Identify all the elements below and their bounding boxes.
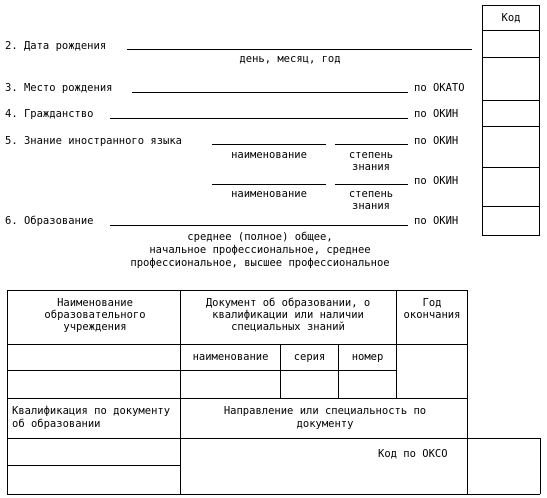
birth-date-hint: день, месяц, год — [239, 53, 341, 65]
citizenship-label: 4. Гражданство — [5, 108, 94, 120]
qualification-header: Квалификация по документу об образовании — [12, 405, 171, 430]
speciality-header: Направление или специальность по документу — [223, 405, 427, 430]
foreign-language-label: 5. Знание иностранного языка — [5, 135, 183, 147]
birth-place-label: 3. Место рождения — [5, 82, 113, 94]
institution-cell[interactable] — [8, 371, 179, 397]
education-hint-line1: среднее (полное) общее, — [187, 231, 333, 243]
okso-label: Код по ОКСО — [378, 448, 448, 460]
okso-code-cell[interactable] — [468, 439, 539, 493]
table-border — [467, 290, 468, 438]
col-document-header: Документ об образовании, о квалификации или наличии специальных знаний — [205, 297, 371, 333]
language-name-hint-1: наименование — [231, 149, 307, 161]
graduation-year-cell[interactable] — [397, 345, 466, 397]
document-number-cell[interactable] — [339, 371, 395, 397]
language-classifier-1: по ОКИН — [414, 135, 459, 147]
sub-number-header: номер — [351, 351, 384, 363]
education-label: 6. Образование — [5, 215, 94, 227]
table-border — [7, 398, 467, 399]
sub-series-header: серия — [293, 351, 326, 363]
sub-name-header: наименование — [192, 351, 269, 363]
language-classifier-2: по ОКИН — [414, 175, 459, 187]
language-degree-hint-2: степень знания — [348, 188, 394, 212]
birth-place-classifier: по ОКАТО — [414, 82, 465, 94]
speciality-cell[interactable] — [181, 460, 466, 493]
code-header: Код — [501, 12, 521, 24]
education-hint-line2: начальное профессиональное, среднее — [149, 244, 371, 256]
citizenship-classifier: по ОКИН — [414, 108, 459, 120]
qualification-cell-2[interactable] — [8, 466, 179, 493]
col-year-header: Год окончания — [403, 297, 461, 321]
table-border — [540, 438, 541, 494]
qualification-cell-1[interactable] — [8, 439, 179, 464]
birth-date-label: 2. Дата рождения — [5, 40, 107, 52]
education-classifier: по ОКИН — [414, 215, 459, 227]
col-institution-header: Наименование образовательного учреждения — [44, 297, 146, 333]
table-border — [7, 494, 540, 495]
language-degree-hint-1: степень знания — [348, 149, 394, 173]
table-border — [7, 290, 467, 291]
education-hint-line3: профессиональное, высшее профессиональное — [130, 257, 390, 269]
document-series-cell[interactable] — [281, 371, 337, 397]
document-name-cell[interactable] — [181, 371, 279, 397]
language-name-hint-2: наименование — [231, 188, 307, 200]
